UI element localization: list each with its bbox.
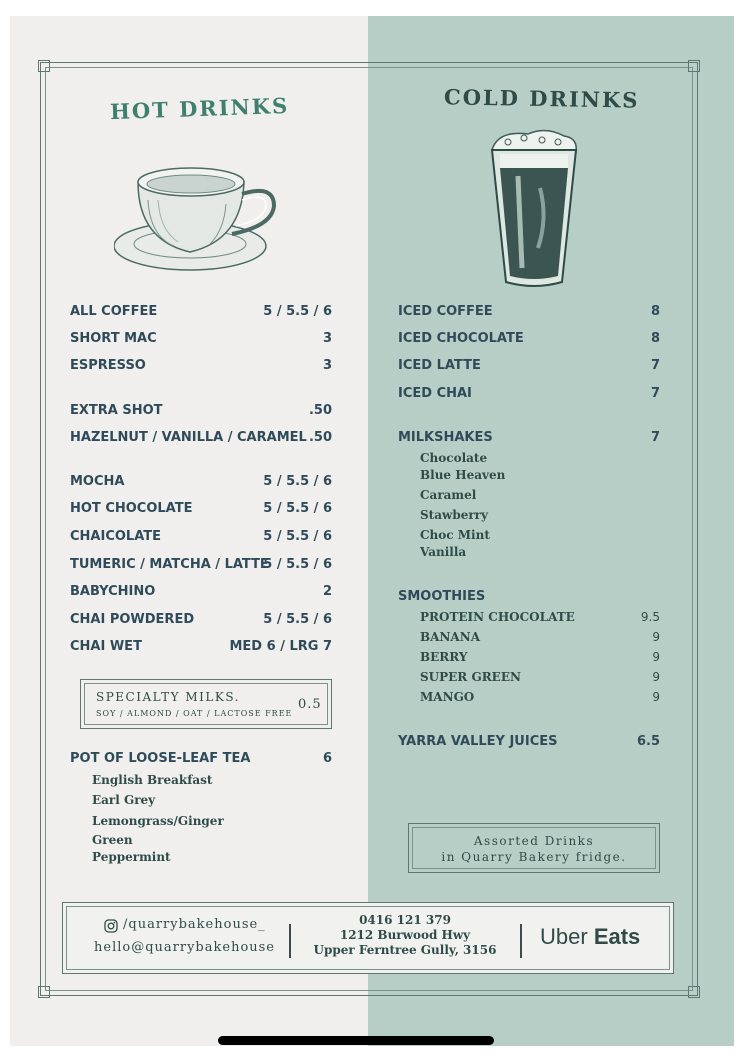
frame-corner (688, 986, 700, 998)
item-price: 5 / 5.5 / 6 (263, 557, 332, 572)
item-label: ALL COFFEE (70, 304, 158, 319)
item-price: 9 (652, 630, 660, 644)
uber-eats-logo (540, 924, 640, 950)
item-label: YARRA VALLEY JUICES (398, 734, 558, 749)
item-label: EXTRA SHOT (70, 403, 163, 418)
eats-logo-text: Eats (593, 924, 641, 949)
item-label: MOCHA (70, 474, 125, 489)
smoothie-item (420, 670, 660, 686)
item-label: PROTEIN CHOCOLATE (420, 610, 575, 624)
item-price: 3 (322, 331, 332, 346)
item-label: BERRY (420, 650, 468, 664)
specialty-milks-title: SPECIALTY MILKS. (96, 690, 240, 704)
specialty-milks-price: 0.5 (298, 697, 322, 712)
item-price: 5 / 5.5 / 6 (263, 612, 332, 627)
menu-section-smoothies (398, 589, 660, 607)
address-line1: 1212 Burwood Hwy (339, 928, 471, 942)
smoothie-item (420, 650, 660, 666)
item-price: .50 (308, 403, 332, 418)
assorted-drinks-line2: in Quarry Bakery fridge. (441, 850, 627, 864)
milkshake-flavour: Vanilla (420, 545, 467, 559)
instagram-icon (104, 919, 118, 933)
item-label: HOT CHOCOLATE (70, 501, 193, 516)
cold-drinks-heading: COLD DRINKS (443, 84, 640, 113)
item-price: 5 / 5.5 / 6 (263, 304, 332, 319)
coffee-cup-icon (114, 160, 280, 276)
menu-item-mocha (70, 474, 332, 492)
item-label: ICED CHOCOLATE (398, 331, 524, 346)
home-indicator[interactable] (218, 1036, 494, 1045)
item-price: 9.5 (640, 610, 660, 624)
item-price: 8 (650, 304, 660, 319)
milkshake-flavour: Blue Heaven (420, 468, 506, 482)
menu-item-short-mac (70, 331, 332, 349)
instagram-handle: /quarrybakehouse_ (123, 917, 266, 932)
smoothie-item (420, 690, 660, 706)
phone-number: 0416 121 379 (359, 913, 451, 927)
item-label: CHAI POWDERED (70, 612, 195, 627)
menu-item-chaicolate (70, 529, 332, 547)
item-label: ICED LATTE (398, 358, 481, 373)
footer-divider (289, 924, 291, 958)
frame-corner (38, 60, 50, 72)
assorted-drinks-box (408, 823, 660, 873)
tea-option: Earl Grey (92, 793, 156, 807)
item-price: 3 (322, 358, 332, 373)
item-price: 9 (652, 670, 660, 684)
item-label: CHAICOLATE (70, 529, 161, 544)
item-price: 5 / 5.5 / 6 (263, 501, 332, 516)
item-label: MANGO (420, 690, 475, 704)
item-price: 7 (650, 386, 660, 401)
item-price: 5 / 5.5 / 6 (263, 529, 332, 544)
menu-item-tumeric (70, 557, 332, 575)
item-price: 2 (322, 584, 332, 599)
item-price: 9 (652, 690, 660, 704)
item-label: TUMERIC / MATCHA / LATTE (70, 557, 269, 572)
menu-item-loose-leaf-tea (70, 751, 332, 769)
smoothie-item (420, 610, 660, 626)
item-label: BANANA (420, 630, 481, 644)
tea-option: English Breakfast (92, 773, 213, 787)
item-label: BABYCHINO (70, 584, 156, 599)
menu-item-iced-latte (398, 358, 660, 376)
milkshake-flavour: Choc Mint (420, 528, 490, 542)
item-price: 6.5 (636, 734, 660, 749)
menu-item-hot-chocolate (70, 501, 332, 519)
email-address: hello@quarrybakehouse (94, 940, 276, 955)
menu-item-all-coffee (70, 304, 332, 322)
item-label: SUPER GREEN (420, 670, 521, 684)
frame-corner (38, 986, 50, 998)
item-label: MILKSHAKES (398, 430, 493, 445)
assorted-drinks-line1: Assorted Drinks (473, 834, 595, 848)
frame-corner (688, 60, 700, 72)
smoothie-item (420, 630, 660, 646)
menu-item-iced-chai (398, 386, 660, 404)
item-label: POT OF LOOSE-LEAF TEA (70, 751, 251, 766)
item-label: HAZELNUT / VANILLA / CARAMEL (70, 430, 307, 445)
address-line2: Upper Ferntree Gully, 3156 (313, 943, 497, 957)
item-price: MED 6 / LRG 7 (229, 639, 332, 654)
menu-item-iced-chocolate (398, 331, 660, 349)
tea-option: Peppermint (92, 850, 171, 864)
tea-option: Lemongrass/Ginger (92, 814, 224, 828)
hot-drinks-heading: HOT DRINKS (109, 92, 290, 125)
tea-option: Green (92, 833, 133, 847)
menu-item-babychino (70, 584, 332, 602)
menu-item-syrups (70, 430, 332, 448)
item-label: CHAI WET (70, 639, 142, 654)
menu-item-yarra-valley-juices (398, 734, 660, 752)
menu-item-iced-coffee (398, 304, 660, 322)
item-price: 5 / 5.5 / 6 (263, 474, 332, 489)
item-price: 8 (650, 331, 660, 346)
item-price: 7 (650, 358, 660, 373)
milkshake-flavour: Chocolate (420, 451, 488, 465)
specialty-milks-options: SOY / ALMOND / OAT / LACTOSE FREE (96, 709, 293, 718)
item-price: 6 (322, 751, 332, 766)
menu-item-espresso (70, 358, 332, 376)
menu-item-milkshakes (398, 430, 660, 448)
item-price: 9 (652, 650, 660, 664)
milkshake-flavour: Caramel (420, 488, 477, 502)
item-label: SMOOTHIES (398, 589, 486, 604)
item-label: SHORT MAC (70, 331, 157, 346)
iced-drink-glass-icon (488, 128, 580, 292)
item-price: .50 (308, 430, 332, 445)
menu-item-chai-wet (70, 639, 332, 657)
item-label: ICED COFFEE (398, 304, 493, 319)
menu-item-chai-powdered (70, 612, 332, 630)
footer-divider (520, 924, 522, 958)
specialty-milks-box (80, 679, 332, 729)
menu-item-extra-shot (70, 403, 332, 421)
item-price: 7 (650, 430, 660, 445)
item-label: ICED CHAI (398, 386, 472, 401)
uber-logo-text: Uber (540, 924, 588, 949)
item-label: ESPRESSO (70, 358, 146, 373)
milkshake-flavour: Stawberry (420, 508, 488, 522)
